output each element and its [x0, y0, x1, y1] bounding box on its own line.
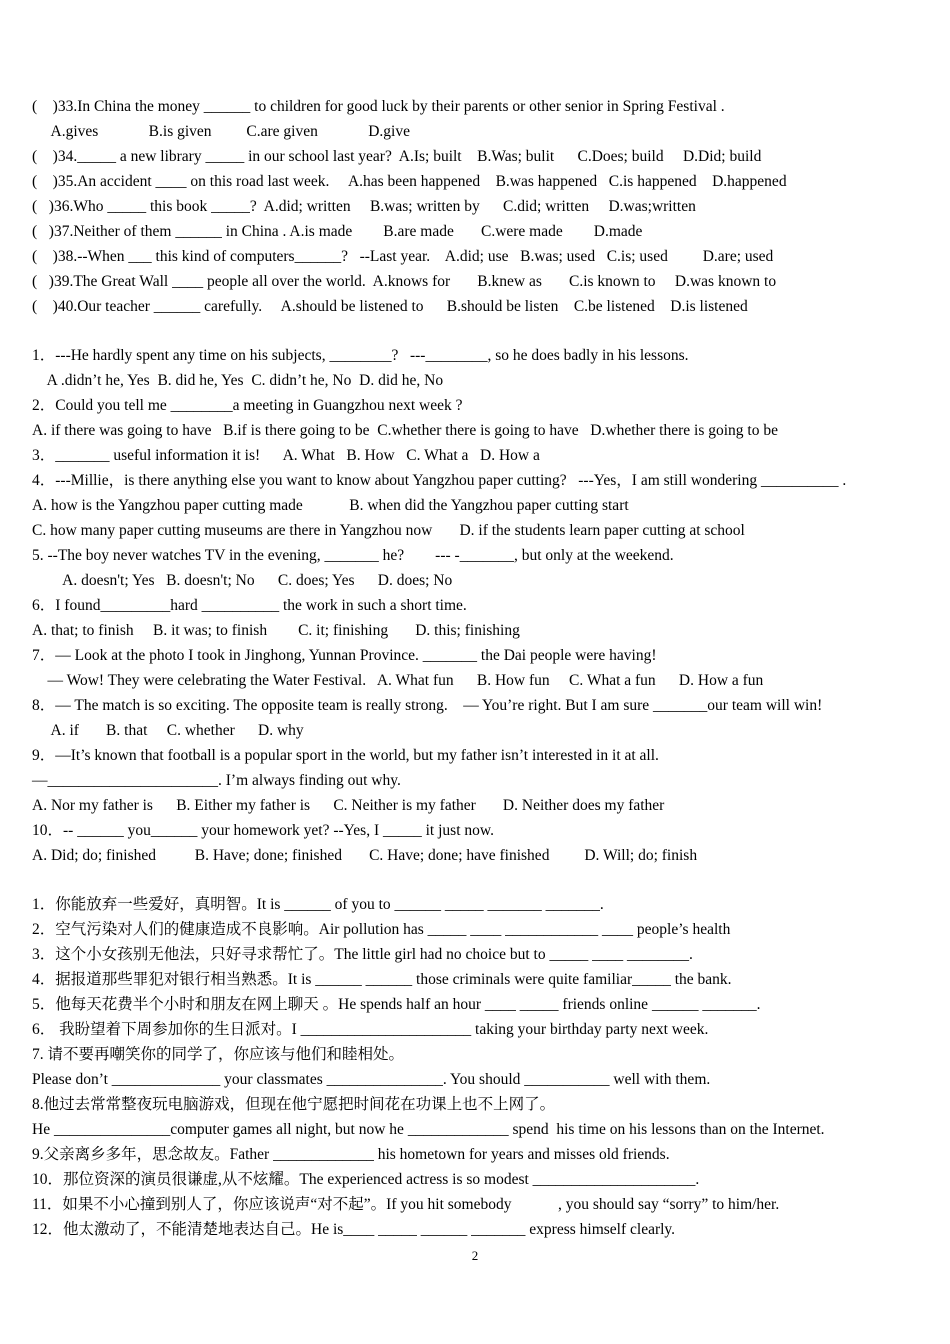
text-line: 8．— The match is so exciting. The opposite team is really strong. — You’re right. But I am sure _______our team will win! — [32, 697, 823, 714]
text-line: 9.父亲离乡多年，思念故友。Father _____________ his hometown for years and misses old friends. — [32, 1146, 670, 1163]
text-line: 4．---Millie，is there anything else you want to know about Yangzhou paper cutting? ---Yes，I am still wondering __________ . — [32, 472, 847, 489]
text-line: 2．空气污染对人们的健康造成不良影响。Air pollution has _____ ____ ____________ ____ people’s health — [32, 921, 731, 938]
text-line: A. doesn't; Yes B. doesn't; No C. does; Yes D. does; No — [32, 572, 453, 589]
text-line: ( )40.Our teacher ______ carefully. A.should be listened to B.should be listen C.be listened D.is listened — [32, 298, 748, 315]
text-line: Please don’t ______________ your classmates _______________. You should ___________ well with them. — [32, 1071, 711, 1088]
text-line: 8.他过去常常整夜玩电脑游戏，但现在他宁愿把时间花在功课上也不上网了。 — [32, 1096, 556, 1113]
text-line: 5. --The boy never watches TV in the evening, _______ he? --- -_______, but only at the weekend. — [32, 547, 674, 564]
text-line: A.gives B.is given C.are given D.give — [32, 123, 410, 140]
text-line: 7．— Look at the photo I took in Jinghong, Yunnan Province. _______ the Dai people were having! — [32, 647, 657, 664]
text-line: A. Nor my father is B. Either my father is C. Neither is my father D. Neither does my father — [32, 797, 665, 814]
text-line: ( )37.Neither of them ______ in China . A.is made B.are made C.were made D.made — [32, 223, 643, 240]
text-line: 3．这个小女孩别无他法，只好寻求帮忙了。The little girl had no choice but to _____ ____ ________. — [32, 946, 693, 963]
text-line: 10．那位资深的演员很谦虚,从不炫耀。The experienced actress is so modest _____________________. — [32, 1171, 700, 1188]
text-line: He _______________computer games all night, but now he _____________ spend his time on his lessons than on the Internet. — [32, 1121, 825, 1138]
text-line: 7. 请不要再嘲笑你的同学了，你应该与他们和睦相处。 — [32, 1046, 405, 1063]
text-line: ( )35.An accident ____ on this road last week. A.has been happened B.was happened C.is happened D.happened — [32, 173, 787, 190]
text-line: ( )33.In China the money ______ to children for good luck by their parents or other senior in Spring Festival . — [32, 98, 725, 115]
text-line: A. if B. that C. whether D. why — [32, 722, 304, 739]
text-line: 4．据报道那些罪犯对银行相当熟悉。It is ______ ______ those criminals were quite familiar_____ the bank. — [32, 971, 732, 988]
page-number: 2 — [471, 1248, 479, 1263]
text-line: 11．如果不小心撞到别人了，你应该说声“对不起”。If you hit somebody , you should say “sorry” to him/her. — [32, 1196, 780, 1213]
text-line: A. if there was going to have B.if is there going to be C.whether there is going to have D.whether there is going to be — [32, 422, 778, 439]
text-line: —______________________. I’m always finding out why. — [32, 772, 401, 789]
text-line: A .didn’t he, Yes B. did he, Yes C. didn’t he, No D. did he, No — [32, 372, 444, 389]
text-line: A. Did; do; finished B. Have; done; finished C. Have; done; have finished D. Will; do; finish — [32, 847, 698, 864]
text-line: 10．-- ______ you______ your homework yet? --Yes, I _____ it just now. — [32, 822, 494, 839]
text-line: 12．他太激动了，不能清楚地表达自己。He is____ _____ ______ _______ express himself clearly. — [32, 1221, 676, 1238]
text-line: A. how is the Yangzhou paper cutting made B. when did the Yangzhou paper cutting start — [32, 497, 629, 514]
text-line: 1．---He hardly spent any time on his subjects, ________? ---________, so he does badly in his lessons. — [32, 347, 689, 364]
text-line: ( )36.Who _____ this book _____? A.did; written B.was; written by C.did; written D.was;written — [32, 198, 696, 215]
text-line: C. how many paper cutting museums are there in Yangzhou now D. if the students learn paper cutting at school — [32, 522, 745, 539]
text-line: 1．你能放弃一些爱好，真明智。It is ______ of you to ______ _____ _______ _______. — [32, 896, 604, 913]
text-line: 2．Could you tell me ________a meeting in Guangzhou next week ? — [32, 397, 463, 414]
text-line: ( )39.The Great Wall ____ people all over the world. A.knows for B.knew as C.is known to D.was known to — [32, 273, 777, 290]
text-line: 6．I found_________hard __________ the work in such a short time. — [32, 597, 467, 614]
text-line: ( )34._____ a new library _____ in our school last year? A.Is; built B.Was; bulit C.Does; build D.Did; build — [32, 148, 762, 165]
text-line: — Wow! They were celebrating the Water Festival. A. What fun B. How fun C. What a fun D. How a fun — [32, 672, 764, 689]
text-line: A. that; to finish B. it was; to finish C. it; finishing D. this; finishing — [32, 622, 520, 639]
text-line: 3．_______ useful information it is! A. What B. How C. What a D. How a — [32, 447, 540, 464]
text-line: 6． 我盼望着下周参加你的生日派对。I ______________________ taking your birthday party next week. — [32, 1021, 709, 1038]
text-line: 9．—It’s known that football is a popular sport in the world, but my father isn’t interested in it at all. — [32, 747, 659, 764]
text-line: ( )38.--When ___ this kind of computers______? --Last year. A.did; use B.was; used C.is; used D.are; used — [32, 248, 774, 265]
text-line: 5．他每天花费半个小时和朋友在网上聊天 。He spends half an hour ____ _____ friends online ______ _______. — [32, 996, 761, 1013]
